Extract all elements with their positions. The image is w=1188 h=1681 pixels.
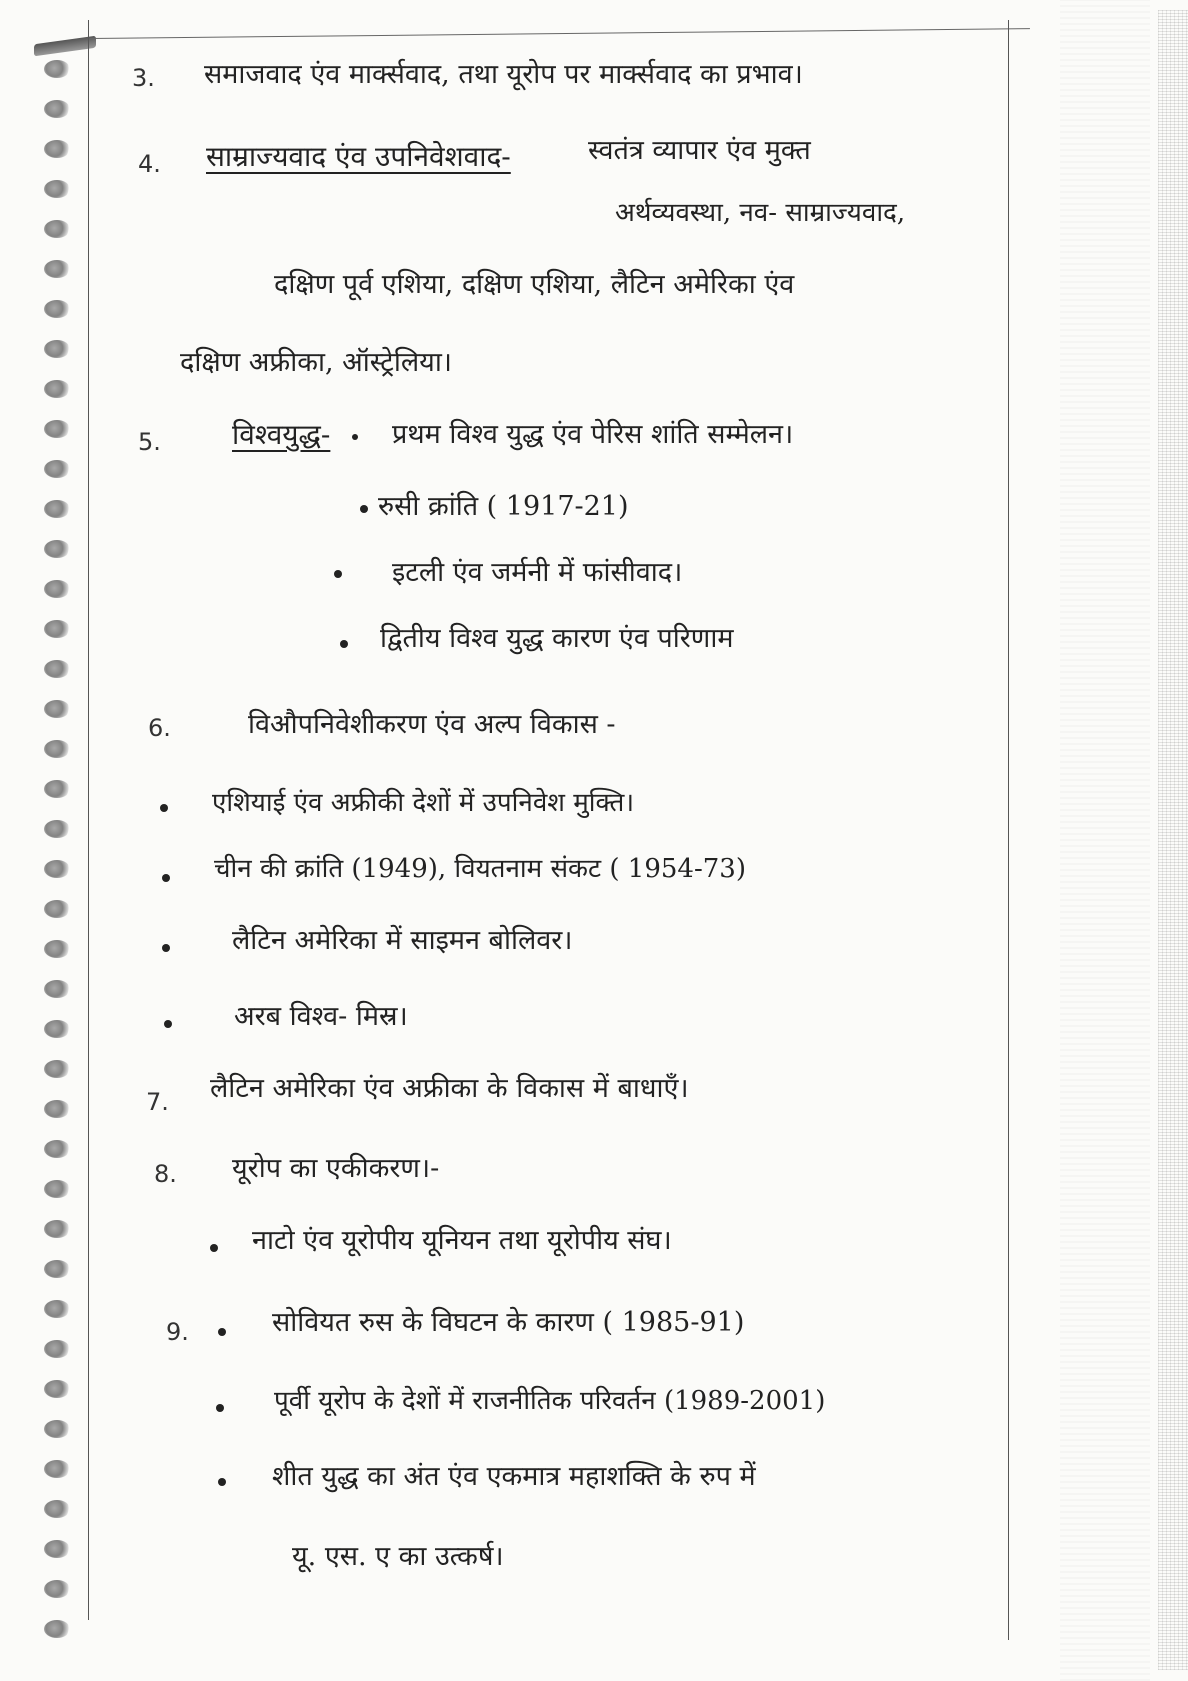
bullet-marker	[162, 874, 170, 882]
bullet-marker	[210, 1244, 218, 1252]
line-item-8-heading: यूरोप का एकीकरण।-	[232, 1153, 440, 1184]
spiral-ring	[44, 60, 70, 78]
spiral-ring	[44, 1220, 70, 1238]
spiral-ring	[44, 140, 70, 158]
spiral-ring	[44, 1580, 70, 1598]
spiral-ring	[44, 220, 70, 238]
line-item-6d: अरब विश्व- मिस्र।	[234, 1001, 408, 1032]
line-item-9a: पूर्वी यूरोप के देशों में राजनीतिक परिवर्तन (1989-2001)	[274, 1386, 826, 1416]
bullet-marker	[352, 434, 358, 440]
spiral-ring	[44, 740, 70, 758]
bullet-marker	[216, 1404, 224, 1412]
spiral-ring	[44, 1260, 70, 1278]
left-margin-line	[88, 20, 89, 1620]
line-item-6c: लैटिन अमेरिका में साइमन बोलिवर।	[232, 925, 573, 956]
line-item-5-text: प्रथम विश्व युद्ध एंव पेरिस शांति सम्मेलन।	[392, 419, 794, 450]
spiral-ring	[44, 1060, 70, 1078]
spiral-ring	[44, 380, 70, 398]
line-item-5c: द्वितीय विश्व युद्ध कारण एंव परिणाम	[380, 623, 734, 654]
bullet-marker	[218, 1328, 226, 1336]
spiral-ring	[44, 1420, 70, 1438]
line-item-6-heading: विऔपनिवेशीकरण एंव अल्प विकास -	[248, 709, 616, 740]
item-number-7: 7.	[146, 1088, 169, 1116]
line-item-5a: रुसी क्रांति ( 1917-21)	[378, 491, 629, 522]
spiral-ring	[44, 340, 70, 358]
line-item-5-heading: विश्वयुद्ध-	[232, 418, 331, 451]
spiral-ring	[44, 940, 70, 958]
spiral-ring	[44, 660, 70, 678]
line-item-3: समाजवाद एंव मार्क्सवाद, तथा यूरोप पर मार्क्सवाद का प्रभाव।	[204, 59, 803, 90]
bullet-marker	[218, 1478, 226, 1486]
spiral-ring	[44, 1620, 70, 1638]
spiral-ring	[44, 1020, 70, 1038]
spiral-ring	[44, 820, 70, 838]
line-item-5b: इटली एंव जर्मनी में फांसीवाद।	[392, 557, 683, 588]
spiral-ring	[44, 1180, 70, 1198]
spiral-ring	[44, 1500, 70, 1518]
spiral-ring	[44, 980, 70, 998]
spiral-ring	[44, 180, 70, 198]
line-item-9: सोवियत रुस के विघटन के कारण ( 1985-91)	[272, 1307, 745, 1338]
spiral-ring	[44, 900, 70, 918]
right-margin-line	[1008, 20, 1009, 1640]
spiral-ring	[44, 1140, 70, 1158]
line-item-6b: चीन की क्रांति (1949), वियतनाम संकट ( 1954-73)	[214, 854, 746, 884]
line-item-4-cont-2: दक्षिण पूर्व एशिया, दक्षिण एशिया, लैटिन अमेरिका एंव	[274, 269, 795, 300]
spiral-ring	[44, 1300, 70, 1318]
item-number-4: 4.	[138, 150, 161, 178]
spiral-ring	[44, 780, 70, 798]
bullet-marker	[334, 570, 342, 578]
spiral-ring	[44, 260, 70, 278]
spiral-ring	[44, 580, 70, 598]
scan-shade	[1060, 0, 1150, 1681]
spiral-ring	[44, 300, 70, 318]
item-number-5: 5.	[138, 428, 161, 456]
spiral-ring	[44, 620, 70, 638]
item-number-9: 9.	[166, 1318, 189, 1346]
item-number-8: 8.	[154, 1160, 177, 1188]
spiral-ring	[44, 460, 70, 478]
spiral-ring	[44, 1540, 70, 1558]
scan-edge-noise	[1158, 10, 1188, 1670]
line-item-4-cont-3: दक्षिण अफ्रीका, ऑस्ट्रेलिया।	[180, 347, 453, 378]
bullet-marker	[160, 804, 168, 812]
bullet-marker	[162, 944, 170, 952]
item-number-6: 6.	[148, 714, 171, 742]
spiral-ring	[44, 420, 70, 438]
bullet-marker	[360, 505, 368, 513]
spiral-ring	[44, 1380, 70, 1398]
bullet-marker	[164, 1020, 172, 1028]
line-item-8a: नाटो एंव यूरोपीय यूनियन तथा यूरोपीय संघ।	[252, 1225, 672, 1256]
spiral-ring	[44, 540, 70, 558]
spiral-ring	[44, 1100, 70, 1118]
spiral-binding	[38, 40, 82, 1680]
line-item-6a: एशियाई एंव अफ्रीकी देशों में उपनिवेश मुक्ति।	[212, 788, 635, 818]
line-item-9c: यू. एस. ए का उत्कर्ष।	[292, 1541, 504, 1572]
line-item-4-heading: साम्राज्यवाद एंव उपनिवेशवाद-	[206, 140, 511, 173]
line-item-4-text: स्वतंत्र व्यापार एंव मुक्त	[588, 135, 811, 166]
spiral-ring	[44, 1340, 70, 1358]
spiral-ring	[44, 700, 70, 718]
spiral-ring	[44, 1460, 70, 1478]
bullet-marker	[340, 640, 348, 648]
spiral-ring	[44, 860, 70, 878]
spiral-ring	[44, 500, 70, 518]
top-margin-line	[90, 28, 1030, 39]
line-item-7: लैटिन अमेरिका एंव अफ्रीका के विकास में बाधाएँ।	[210, 1073, 689, 1104]
item-number-3: 3.	[132, 64, 155, 92]
line-item-9b: शीत युद्ध का अंत एंव एकमात्र महाशक्ति के रुप में	[272, 1461, 756, 1492]
spiral-ring	[44, 100, 70, 118]
line-item-4-cont-1: अर्थव्यवस्था, नव- साम्राज्यवाद,	[615, 198, 906, 228]
